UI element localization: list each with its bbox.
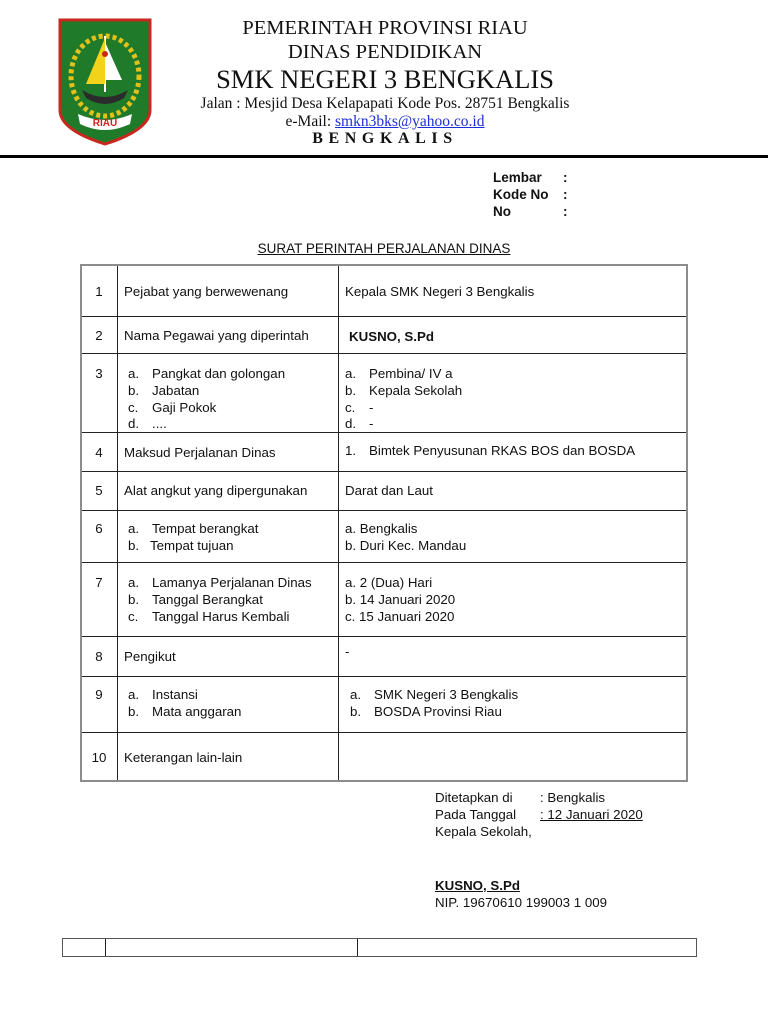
list-item — [350, 704, 518, 721]
list-item — [128, 609, 312, 626]
list-text: Kepala Sekolah — [369, 382, 463, 398]
date-label: Pada Tanggal — [435, 807, 517, 822]
list-item — [128, 416, 285, 433]
column-divider — [105, 939, 106, 956]
employee-name: KUSNO, S.Pd — [349, 329, 434, 344]
row-label: Maksud Perjalanan Dinas — [124, 445, 276, 460]
meta-lembar — [493, 170, 568, 185]
list-item — [128, 575, 312, 592]
list-marker: b. — [128, 537, 140, 553]
list-text: .... — [152, 416, 167, 432]
row-number: 7 — [95, 575, 103, 590]
list-item: b. 14 Januari 2020 — [345, 591, 456, 607]
list-item — [128, 538, 258, 555]
row-label: Nama Pegawai yang diperintah — [124, 328, 309, 343]
row-divider — [82, 732, 686, 733]
government-name: PEMERINTAH PROVINSI RIAU — [242, 17, 528, 39]
row-label: Pengikut — [124, 649, 176, 664]
row-label-list — [128, 366, 285, 433]
meta-label: Kode No — [493, 187, 549, 202]
meta-sep: : — [563, 170, 568, 185]
row-number: 9 — [95, 687, 103, 702]
email-label: e-Mail: — [285, 113, 336, 130]
list-marker: c. — [128, 608, 139, 624]
row-value-list — [345, 521, 466, 555]
header-divider — [0, 155, 768, 158]
row-number: 3 — [95, 366, 103, 381]
school-address: Jalan : Mesjid Desa Kelapapati Kode Pos. 28751 Bengkalis — [200, 95, 570, 112]
list-item — [128, 366, 285, 383]
row-label-list — [128, 687, 241, 721]
list-item — [128, 383, 285, 400]
list-item: c. 15 Januari 2020 — [345, 608, 455, 624]
list-text: Tanggal Harus Kembali — [152, 608, 290, 624]
list-text: Pembina/ IV a — [369, 366, 453, 381]
row-number: 1 — [95, 284, 103, 299]
list-text: Tempat berangkat — [152, 521, 259, 536]
list-marker: a. — [128, 366, 140, 381]
school-city: BENGKALIS — [312, 130, 458, 147]
row-value-list — [345, 366, 462, 433]
continuation-table — [62, 938, 697, 957]
list-text: BOSDA Provinsi Riau — [374, 703, 502, 719]
list-marker: a. — [128, 521, 140, 536]
list-text: Gaji Pokok — [152, 399, 217, 415]
meta-label: No — [493, 204, 511, 219]
signatory-nip: NIP. 19670610 199003 1 009 — [435, 895, 608, 910]
row-divider — [82, 636, 686, 637]
list-marker: b. — [345, 382, 357, 398]
row-label: Pejabat yang berwewenang — [124, 284, 289, 299]
row-value: - — [345, 644, 350, 659]
column-divider — [357, 939, 358, 956]
list-item — [345, 383, 462, 400]
meta-kode-no — [493, 187, 568, 202]
list-marker: b. — [128, 703, 140, 719]
list-item — [128, 704, 241, 721]
signatory-position: Kepala Sekolah, — [435, 824, 532, 839]
row-value: Darat dan Laut — [345, 483, 433, 498]
list-item — [345, 416, 462, 433]
school-email — [160, 113, 610, 131]
list-marker: a. — [128, 687, 140, 702]
row-value-list — [345, 443, 635, 460]
list-marker: d. — [128, 416, 140, 432]
list-text: - — [369, 416, 374, 432]
document-title: SURAT PERINTAH PERJALANAN DINAS — [257, 241, 511, 256]
signature-date — [435, 807, 643, 822]
column-divider — [117, 266, 118, 780]
meta-sep: : — [563, 187, 568, 202]
signature-place — [435, 790, 605, 805]
list-item — [350, 687, 518, 704]
row-divider — [82, 316, 686, 317]
list-text: Tanggal Berangkat — [152, 591, 263, 607]
list-item — [128, 521, 258, 538]
list-item — [345, 443, 635, 460]
row-value: Kepala SMK Negeri 3 Bengkalis — [345, 284, 535, 299]
meta-sep: : — [563, 204, 568, 219]
list-text: Instansi — [152, 687, 198, 702]
row-divider — [82, 510, 686, 511]
list-marker: b. — [350, 703, 362, 719]
list-item — [345, 400, 462, 417]
meta-no — [493, 204, 568, 219]
row-divider — [82, 676, 686, 677]
list-marker: a. — [345, 366, 357, 381]
row-number: 4 — [95, 445, 103, 460]
row-divider — [82, 353, 686, 354]
list-text: Bimtek Penyusunan RKAS BOS dan BOSDA — [369, 443, 636, 458]
school-name: SMK NEGERI 3 BENGKALIS — [216, 64, 554, 94]
row-value-list — [345, 575, 455, 625]
row-number: 5 — [95, 483, 103, 498]
email-link[interactable]: smkn3bks@yahoo.co.id — [335, 113, 485, 130]
list-marker: c. — [345, 399, 356, 415]
row-label-list — [128, 575, 312, 625]
list-text: Mata anggaran — [152, 703, 242, 719]
row-number: 6 — [95, 521, 103, 536]
list-item: a. Bengkalis — [345, 521, 418, 536]
row-number: 8 — [95, 649, 103, 664]
column-divider — [338, 266, 339, 780]
list-item: a. 2 (Dua) Hari — [345, 575, 433, 590]
row-label-list — [128, 521, 258, 555]
date-value: : 12 Januari 2020 — [540, 807, 643, 822]
travel-order-table — [80, 264, 688, 782]
signatory-name: KUSNO, S.Pd — [435, 878, 520, 893]
list-text: Pangkat dan golongan — [152, 366, 286, 381]
row-label: Alat angkut yang dipergunakan — [124, 483, 308, 498]
list-item: b. Duri Kec. Mandau — [345, 537, 467, 553]
list-marker: a. — [128, 575, 140, 590]
riau-province-emblem — [58, 18, 152, 146]
emblem-text: RIAU — [92, 118, 118, 129]
meta-label: Lembar — [493, 170, 542, 185]
list-item — [128, 592, 312, 609]
place-value: : Bengkalis — [540, 790, 606, 805]
list-item — [128, 400, 285, 417]
list-text: Jabatan — [152, 382, 200, 398]
list-text: SMK Negeri 3 Bengkalis — [374, 687, 519, 702]
row-divider — [82, 471, 686, 472]
place-label: Ditetapkan di — [435, 790, 513, 805]
list-marker: b. — [128, 591, 140, 607]
list-text: Tempat tujuan — [150, 537, 234, 553]
list-marker: 1. — [345, 443, 357, 458]
list-marker: d. — [345, 416, 357, 432]
list-item — [345, 366, 462, 383]
list-marker: a. — [350, 687, 362, 702]
row-label: Keterangan lain-lain — [124, 750, 243, 765]
list-text: Lamanya Perjalanan Dinas — [152, 575, 312, 590]
department-name: DINAS PENDIDIKAN — [287, 41, 483, 63]
row-number: 2 — [95, 328, 103, 343]
row-number: 10 — [91, 750, 107, 765]
list-marker: c. — [128, 399, 139, 415]
row-divider — [82, 562, 686, 563]
list-item — [128, 687, 241, 704]
row-value-list — [350, 687, 518, 721]
list-marker: b. — [128, 382, 140, 398]
list-text: - — [369, 399, 374, 415]
